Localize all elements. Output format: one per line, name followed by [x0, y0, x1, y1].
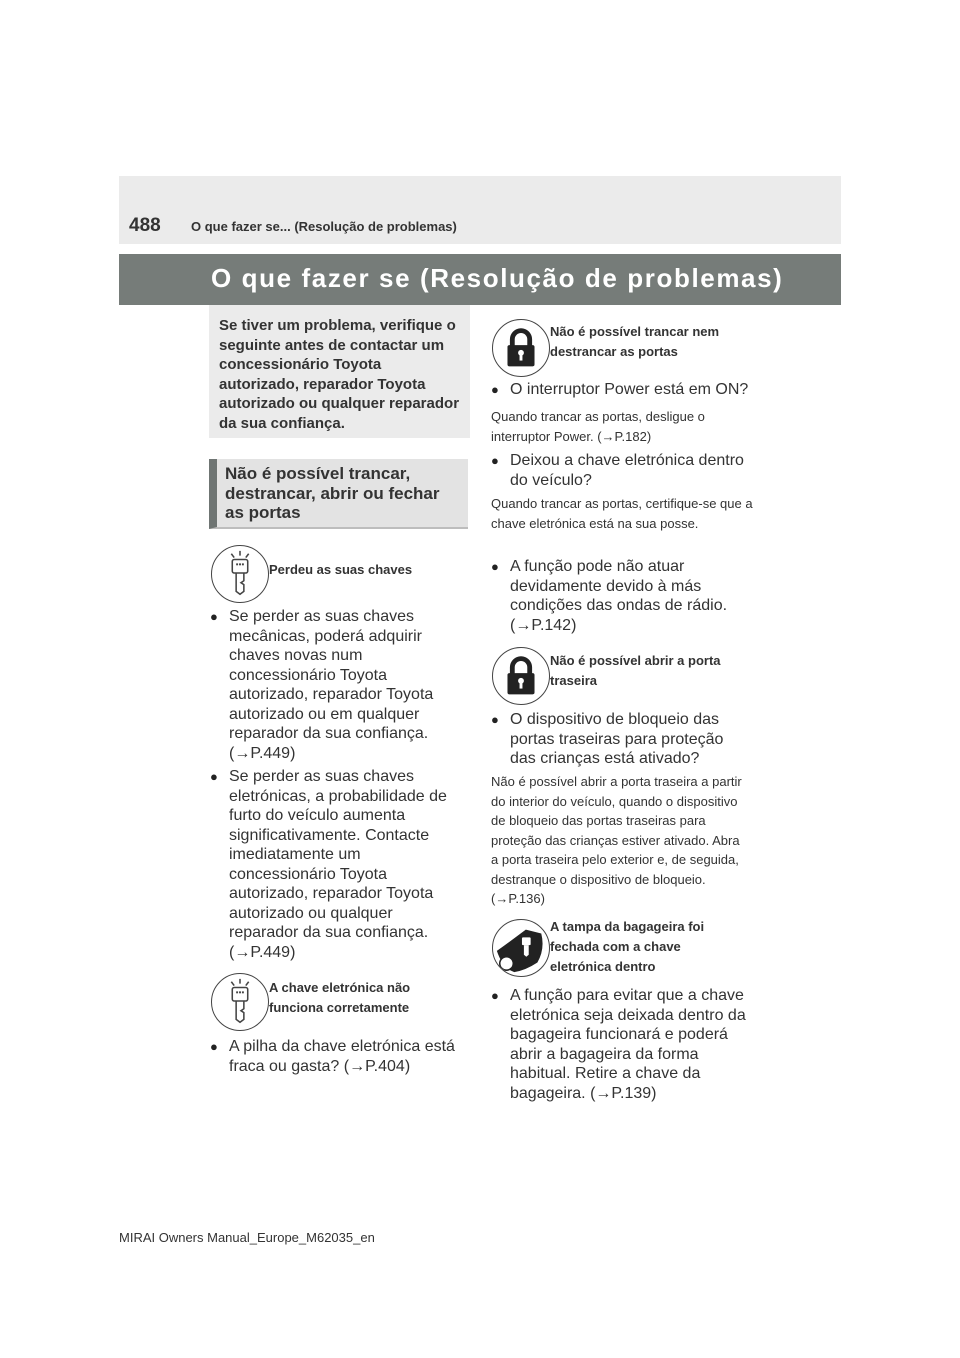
item-cannot-lock — [492, 319, 752, 379]
note-key-inside: Quando trancar as portas, certifique-se que a chave eletrónica está na sua posse. — [491, 496, 753, 531]
item-label-line2: traseira — [550, 673, 597, 688]
bullet-power-switch: ● O interruptor Power está em ON? — [491, 380, 756, 400]
item-label-line1: Não é possível abrir a porta — [550, 653, 721, 668]
item-key-malfunction — [211, 973, 461, 1033]
footer: MIRAI Owners Manual_Europe_M62035_en — [119, 1230, 375, 1245]
item-label-line1: A chave eletrónica não — [269, 980, 411, 995]
item-label-line1: A tampa da bagageira foi — [550, 919, 705, 934]
item-label-line2: destrancar as portas — [550, 344, 678, 359]
item-trunk — [492, 919, 752, 981]
bullet-lost-mechanical-keys: ● Se perder as suas chaves mecânicas, poderá adquirir chaves novas num concessionário Toyota autorizado, reparador Toyota autorizado ou em qualquer reparador da sua confiança. (→P.449) — [210, 607, 460, 763]
intro-box: Se tiver um problema, verifique o seguinte antes de contactar um concessionário Toyota autorizado, reparador Toyota autorizado ou qualquer reparador da sua confiança. — [209, 305, 470, 438]
bullet-key-inside: ● Deixou a chave eletrónica dentro do veículo? — [491, 451, 756, 490]
bullet-battery: ● A pilha da chave eletrónica está fraca ou gasta? (→P.404) — [210, 1037, 462, 1076]
page-title: O que fazer se (Resolução de problemas) — [211, 263, 784, 293]
note-power-switch: Quando trancar as portas, desligue o interruptor Power. (→P.182) — [491, 409, 705, 444]
padlock-icon — [492, 319, 550, 377]
trunk-key-icon — [492, 919, 550, 977]
bullet-radio-waves: ● A função pode não atuar devidamente devido à más condições das ondas de rádio. (→P.142) — [491, 557, 736, 635]
title-bar — [119, 254, 841, 305]
note-child-lock: Não é possível abrir a porta traseira a partir do interior do veículo, quando o dispositivo de bloqueio das portas traseiras para proteção das crianças estiver ativado. Abra a porta traseira pelo exterior e, de seguida, destranque o dispositivo de bloqueio. (→P.136) — [491, 774, 742, 906]
bullet-child-lock: ● O dispositivo de bloqueio das portas traseiras para proteção das crianças está ativado? — [491, 710, 731, 769]
item-label-line3: eletrónica dentro — [550, 959, 656, 974]
running-title: O que fazer se... (Resolução de problemas) — [191, 219, 457, 234]
page-number: 488 — [129, 215, 161, 236]
bullet-trunk-key: ● A função para evitar que a chave eletrónica seja deixada dentro da bagageira funcionará e poderá abrir a bagageira da forma habitual. Retire a chave da bagageira. (→P.139) — [491, 986, 746, 1103]
item-label-line1: Não é possível trancar nem — [550, 324, 720, 339]
item-rear-door — [492, 647, 752, 707]
bullet-lost-electronic-keys: ● Se perder as suas chaves eletrónicas, a probabilidade de furto do veículo aumenta significativamente. Contacte imediatamente um concessionário Toyota autorizado, reparador Toyota autorizado ou qualquer reparador da sua confiança. (→P.449) — [210, 767, 460, 962]
electronic-key-icon — [211, 973, 269, 1031]
item-label-line2: funciona corretamente — [269, 1000, 410, 1015]
key-icon — [211, 545, 269, 603]
section-heading: Não é possível trancar, destrancar, abrir ou fechar as portas — [209, 459, 468, 529]
padlock-icon — [492, 647, 550, 705]
item-label-line2: fechada com a chave — [550, 939, 681, 954]
item-lost-keys — [211, 545, 461, 605]
item-label: Perdeu as suas chaves — [269, 562, 413, 577]
